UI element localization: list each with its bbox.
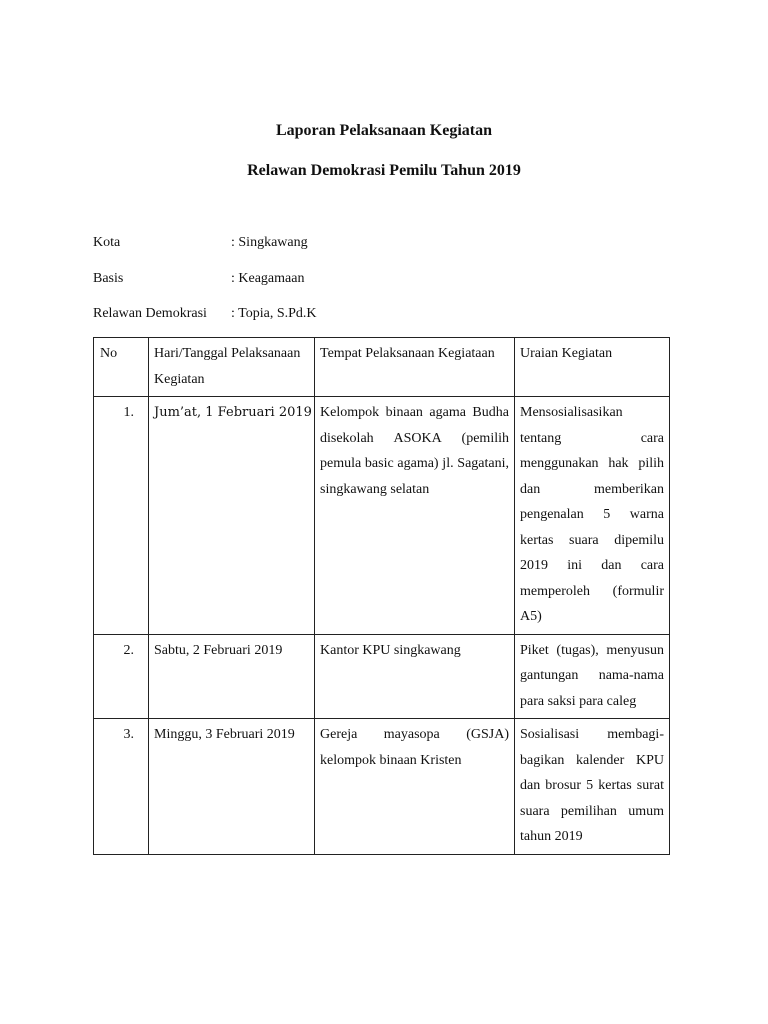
row-place: Kelompok binaan agama Budha disekolah ASOKA (pemilih pemula basic agama) jl. Sagatani, singkawang selatan bbox=[315, 397, 515, 635]
row-description: Piket (tugas), menyusun gantungan nama-nama para saksi para caleg bbox=[515, 634, 670, 719]
table-row bbox=[94, 719, 670, 855]
meta-value: : Topia, S.Pd.K bbox=[231, 306, 317, 321]
row-date: Sabtu, 2 Februari 2019 bbox=[149, 634, 315, 719]
table-header-row bbox=[94, 338, 670, 397]
row-date: Minggu, 3 Februari 2019 bbox=[149, 719, 315, 855]
row-no: 1. bbox=[94, 397, 149, 635]
row-no: 3. bbox=[94, 719, 149, 855]
activity-table bbox=[93, 337, 670, 855]
report-title: Laporan Pelaksanaan Kegiatan bbox=[275, 122, 493, 139]
header-date: Hari/Tanggal Pelaksanaan Kegiatan bbox=[149, 338, 315, 397]
row-no: 2. bbox=[94, 634, 149, 719]
row-date: Jum’at, 1 Februari 2019 bbox=[149, 397, 315, 635]
row-place: Gereja mayasopa (GSJA) kelompok binaan Kristen bbox=[315, 719, 515, 855]
header-place: Tempat Pelaksanaan Kegiataan bbox=[315, 338, 515, 397]
meta-label: Kota bbox=[93, 235, 121, 250]
header-description: Uraian Kegiatan bbox=[515, 338, 670, 397]
row-description: Sosialisasi membagi-bagikan kalender KPU dan brosur 5 kertas surat suara pemilihan umum tahun 2019 bbox=[515, 719, 670, 855]
table-row bbox=[94, 397, 670, 635]
meta-label: Relawan Demokrasi bbox=[93, 306, 207, 321]
row-place: Kantor KPU singkawang bbox=[315, 634, 515, 719]
table-row bbox=[94, 634, 670, 719]
meta-value: : Singkawang bbox=[231, 235, 308, 250]
header-no: No bbox=[94, 338, 149, 397]
meta-label: Basis bbox=[93, 271, 124, 286]
row-description: Mensosialisasikan tentang cara menggunakan hak pilih dan memberikan pengenalan 5 warna kertas suara dipemilu 2019 ini dan cara memperoleh (formulir A5) bbox=[515, 397, 670, 635]
meta-value: : Keagamaan bbox=[231, 271, 305, 286]
report-subtitle: Relawan Demokrasi Pemilu Tahun 2019 bbox=[247, 162, 521, 179]
